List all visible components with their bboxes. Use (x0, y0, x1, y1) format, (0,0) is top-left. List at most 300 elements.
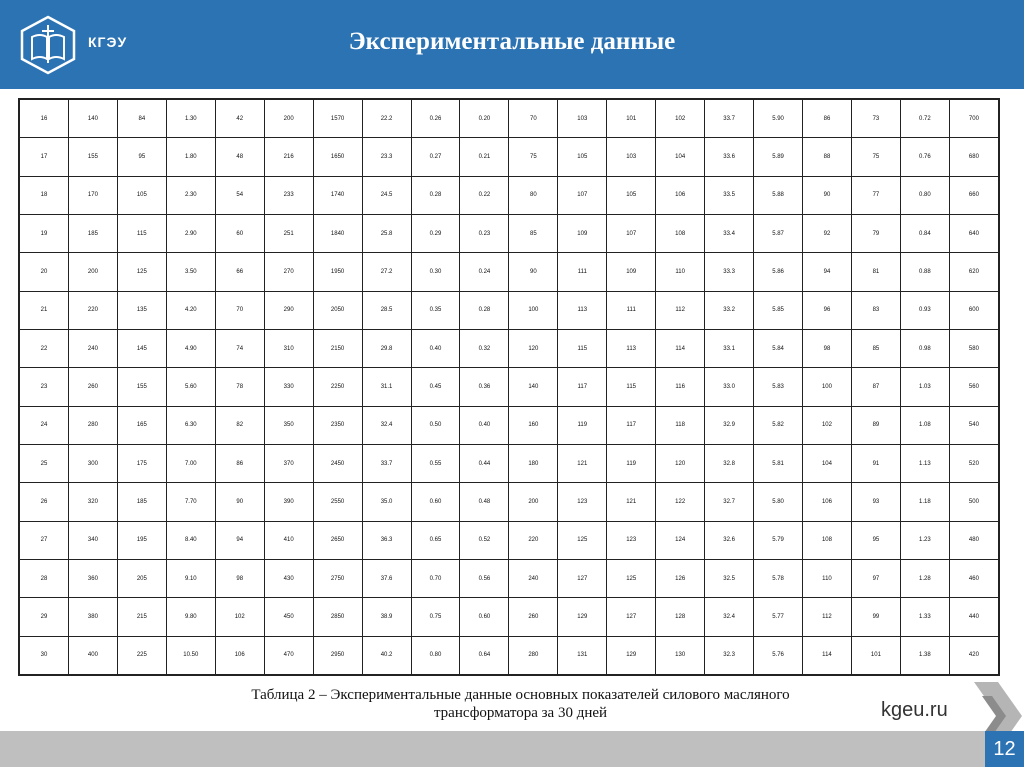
table-cell: 97 (851, 559, 900, 597)
table-cell: 85 (509, 214, 558, 252)
table-cell: 27 (20, 521, 69, 559)
table-cell: 25.8 (362, 214, 411, 252)
table-cell: 5.85 (754, 291, 803, 329)
table-cell: 9.80 (166, 598, 215, 636)
table-cell: 82 (215, 406, 264, 444)
table-cell: 1.13 (900, 444, 949, 482)
table-row (20, 559, 999, 597)
table-cell: 35.0 (362, 483, 411, 521)
table-cell: 390 (264, 483, 313, 521)
table-cell: 100 (509, 291, 558, 329)
table-cell: 5.77 (754, 598, 803, 636)
table-cell: 165 (117, 406, 166, 444)
table-cell: 400 (68, 636, 117, 674)
table-cell: 185 (117, 483, 166, 521)
table-cell: 100 (803, 368, 852, 406)
table-cell: 660 (949, 176, 998, 214)
table-cell: 0.72 (900, 100, 949, 138)
table-cell: 2850 (313, 598, 362, 636)
table-cell: 48 (215, 138, 264, 176)
table-cell: 54 (215, 176, 264, 214)
table-cell: 0.84 (900, 214, 949, 252)
table-cell: 233 (264, 176, 313, 214)
table-cell: 240 (68, 329, 117, 367)
table-cell: 124 (656, 521, 705, 559)
table-cell: 6.30 (166, 406, 215, 444)
table-cell: 94 (215, 521, 264, 559)
table-cell: 89 (851, 406, 900, 444)
table-cell: 27.2 (362, 253, 411, 291)
table-cell: 2650 (313, 521, 362, 559)
table-cell: 1740 (313, 176, 362, 214)
table-cell: 480 (949, 521, 998, 559)
table-cell: 1.23 (900, 521, 949, 559)
table-cell: 86 (215, 444, 264, 482)
table-cell: 33.1 (705, 329, 754, 367)
table-cell: 5.88 (754, 176, 803, 214)
table-cell: 32.5 (705, 559, 754, 597)
table-cell: 33.3 (705, 253, 754, 291)
table-cell: 22 (20, 329, 69, 367)
table-cell: 0.70 (411, 559, 460, 597)
data-table (19, 99, 999, 675)
table-cell: 280 (509, 636, 558, 674)
table-cell: 115 (607, 368, 656, 406)
table-row (20, 598, 999, 636)
table-cell: 36.3 (362, 521, 411, 559)
table-cell: 5.84 (754, 329, 803, 367)
table-cell: 125 (117, 253, 166, 291)
table-cell: 450 (264, 598, 313, 636)
table-cell: 101 (851, 636, 900, 674)
table-cell: 540 (949, 406, 998, 444)
table-cell: 340 (68, 521, 117, 559)
table-cell: 23 (20, 368, 69, 406)
table-cell: 121 (558, 444, 607, 482)
table-cell: 103 (607, 138, 656, 176)
table-cell: 16 (20, 100, 69, 138)
table-cell: 29 (20, 598, 69, 636)
table-cell: 113 (607, 329, 656, 367)
table-cell: 115 (558, 329, 607, 367)
table-cell: 0.45 (411, 368, 460, 406)
table-cell: 580 (949, 329, 998, 367)
table-cell: 240 (509, 559, 558, 597)
table-cell: 127 (558, 559, 607, 597)
table-cell: 106 (215, 636, 264, 674)
table-cell: 1.28 (900, 559, 949, 597)
table-cell: 0.64 (460, 636, 509, 674)
table-cell: 93 (851, 483, 900, 521)
table-cell: 66 (215, 253, 264, 291)
table-cell: 440 (949, 598, 998, 636)
table-cell: 40.2 (362, 636, 411, 674)
table-cell: 300 (68, 444, 117, 482)
table-cell: 140 (68, 100, 117, 138)
table-cell: 26 (20, 483, 69, 521)
table-cell: 24 (20, 406, 69, 444)
table-row (20, 483, 999, 521)
table-cell: 195 (117, 521, 166, 559)
table-cell: 70 (215, 291, 264, 329)
table-cell: 73 (851, 100, 900, 138)
table-row (20, 368, 999, 406)
table-cell: 109 (558, 214, 607, 252)
table-row (20, 138, 999, 176)
table-cell: 216 (264, 138, 313, 176)
table-cell: 360 (68, 559, 117, 597)
table-cell: 155 (117, 368, 166, 406)
table-cell: 95 (851, 521, 900, 559)
table-cell: 101 (607, 100, 656, 138)
table-cell: 129 (558, 598, 607, 636)
table-cell: 0.50 (411, 406, 460, 444)
table-cell: 92 (803, 214, 852, 252)
page-number: 12 (985, 731, 1024, 767)
table-row (20, 253, 999, 291)
table-cell: 111 (607, 291, 656, 329)
table-cell: 102 (803, 406, 852, 444)
table-cell: 0.98 (900, 329, 949, 367)
table-cell: 9.10 (166, 559, 215, 597)
table-cell: 108 (803, 521, 852, 559)
caption-line-1: Таблица 2 – Экспериментальные данные основных показателей силового масляного (251, 687, 790, 703)
table-cell: 107 (558, 176, 607, 214)
table-cell: 700 (949, 100, 998, 138)
table-cell: 128 (656, 598, 705, 636)
table-cell: 33.7 (705, 100, 754, 138)
table-cell: 95 (117, 138, 166, 176)
table-cell: 251 (264, 214, 313, 252)
table-cell: 117 (558, 368, 607, 406)
table-cell: 107 (607, 214, 656, 252)
table-cell: 5.80 (754, 483, 803, 521)
table-cell: 175 (117, 444, 166, 482)
table-cell: 131 (558, 636, 607, 674)
table-cell: 5.81 (754, 444, 803, 482)
table-cell: 123 (607, 521, 656, 559)
table-cell: 126 (656, 559, 705, 597)
table-cell: 410 (264, 521, 313, 559)
data-table-frame (18, 98, 1000, 676)
table-cell: 125 (558, 521, 607, 559)
site-url: kgeu.ru (881, 699, 948, 721)
table-cell: 119 (558, 406, 607, 444)
table-cell: 122 (656, 483, 705, 521)
table-cell: 8.40 (166, 521, 215, 559)
table-cell: 2550 (313, 483, 362, 521)
table-cell: 105 (607, 176, 656, 214)
table-cell: 33.0 (705, 368, 754, 406)
table-cell: 85 (851, 329, 900, 367)
table-cell: 33.6 (705, 138, 754, 176)
table-cell: 2150 (313, 329, 362, 367)
table-cell: 125 (607, 559, 656, 597)
table-cell: 0.56 (460, 559, 509, 597)
table-cell: 120 (509, 329, 558, 367)
table-cell: 2250 (313, 368, 362, 406)
table-row (20, 329, 999, 367)
table-cell: 117 (607, 406, 656, 444)
table-cell: 145 (117, 329, 166, 367)
table-cell: 0.26 (411, 100, 460, 138)
table-cell: 0.48 (460, 483, 509, 521)
table-cell: 38.9 (362, 598, 411, 636)
table-cell: 79 (851, 214, 900, 252)
table-cell: 29.8 (362, 329, 411, 367)
table-cell: 0.28 (411, 176, 460, 214)
table-cell: 90 (803, 176, 852, 214)
table-cell: 2350 (313, 406, 362, 444)
table-cell: 1840 (313, 214, 362, 252)
table-cell: 31.1 (362, 368, 411, 406)
table-cell: 2050 (313, 291, 362, 329)
table-cell: 0.52 (460, 521, 509, 559)
table-cell: 620 (949, 253, 998, 291)
table-row (20, 176, 999, 214)
table-cell: 1.38 (900, 636, 949, 674)
table-cell: 75 (851, 138, 900, 176)
table-cell: 130 (656, 636, 705, 674)
table-cell: 86 (803, 100, 852, 138)
table-cell: 104 (803, 444, 852, 482)
table-cell: 5.82 (754, 406, 803, 444)
table-cell: 2750 (313, 559, 362, 597)
table-cell: 170 (68, 176, 117, 214)
table-cell: 110 (656, 253, 705, 291)
table-cell: 4.90 (166, 329, 215, 367)
table-cell: 200 (509, 483, 558, 521)
table-cell: 103 (558, 100, 607, 138)
table-cell: 1.18 (900, 483, 949, 521)
table-cell: 25 (20, 444, 69, 482)
table-cell: 0.80 (900, 176, 949, 214)
table-row (20, 406, 999, 444)
table-cell: 5.78 (754, 559, 803, 597)
table-cell: 20 (20, 253, 69, 291)
table-cell: 420 (949, 636, 998, 674)
table-cell: 108 (656, 214, 705, 252)
table-row (20, 100, 999, 138)
table-cell: 0.22 (460, 176, 509, 214)
table-cell: 180 (509, 444, 558, 482)
table-cell: 0.80 (411, 636, 460, 674)
table-cell: 42 (215, 100, 264, 138)
table-cell: 106 (656, 176, 705, 214)
table-cell: 105 (117, 176, 166, 214)
table-cell: 310 (264, 329, 313, 367)
table-cell: 102 (656, 100, 705, 138)
table-cell: 116 (656, 368, 705, 406)
table-cell: 91 (851, 444, 900, 482)
table-cell: 102 (215, 598, 264, 636)
table-cell: 33.7 (362, 444, 411, 482)
table-cell: 32.9 (705, 406, 754, 444)
table-cell: 560 (949, 368, 998, 406)
caption-line-2: трансформатора за 30 дней (433, 705, 608, 721)
table-cell: 32.4 (362, 406, 411, 444)
table-row (20, 214, 999, 252)
table-cell: 5.79 (754, 521, 803, 559)
table-cell: 5.87 (754, 214, 803, 252)
table-cell: 155 (68, 138, 117, 176)
table-cell: 88 (803, 138, 852, 176)
table-cell: 140 (509, 368, 558, 406)
table-cell: 5.60 (166, 368, 215, 406)
table-cell: 0.40 (411, 329, 460, 367)
table-cell: 109 (607, 253, 656, 291)
table-cell: 2.30 (166, 176, 215, 214)
table-cell: 87 (851, 368, 900, 406)
table-cell: 5.86 (754, 253, 803, 291)
table-cell: 3.50 (166, 253, 215, 291)
table-cell: 94 (803, 253, 852, 291)
table-cell: 0.55 (411, 444, 460, 482)
table-cell: 0.76 (900, 138, 949, 176)
table-cell: 23.3 (362, 138, 411, 176)
table-cell: 2450 (313, 444, 362, 482)
table-cell: 200 (264, 100, 313, 138)
table-cell: 121 (607, 483, 656, 521)
table-cell: 2.90 (166, 214, 215, 252)
table-cell: 104 (656, 138, 705, 176)
table-cell: 110 (803, 559, 852, 597)
table-cell: 0.44 (460, 444, 509, 482)
table-cell: 0.29 (411, 214, 460, 252)
table-cell: 500 (949, 483, 998, 521)
table-cell: 24.5 (362, 176, 411, 214)
table-cell: 114 (656, 329, 705, 367)
table-cell: 98 (215, 559, 264, 597)
table-cell: 2950 (313, 636, 362, 674)
table-cell: 83 (851, 291, 900, 329)
table-cell: 112 (656, 291, 705, 329)
table-cell: 17 (20, 138, 69, 176)
table-cell: 22.2 (362, 100, 411, 138)
table-cell: 10.50 (166, 636, 215, 674)
table-cell: 320 (68, 483, 117, 521)
table-cell: 0.32 (460, 329, 509, 367)
table-cell: 75 (509, 138, 558, 176)
table-cell: 84 (117, 100, 166, 138)
table-cell: 290 (264, 291, 313, 329)
table-cell: 118 (656, 406, 705, 444)
table-cell: 600 (949, 291, 998, 329)
table-cell: 0.27 (411, 138, 460, 176)
table-caption (168, 686, 873, 722)
table-cell: 32.7 (705, 483, 754, 521)
table-cell: 32.6 (705, 521, 754, 559)
table-cell: 1570 (313, 100, 362, 138)
table-cell: 0.36 (460, 368, 509, 406)
table-cell: 470 (264, 636, 313, 674)
logo-text: КГЭУ (88, 34, 128, 50)
table-cell: 37.6 (362, 559, 411, 597)
table-cell: 0.60 (411, 483, 460, 521)
footer-bar (0, 731, 1024, 767)
table-cell: 32.8 (705, 444, 754, 482)
table-cell: 7.70 (166, 483, 215, 521)
table-cell: 0.28 (460, 291, 509, 329)
header-bar (0, 0, 1024, 89)
table-cell: 0.23 (460, 214, 509, 252)
table-cell: 90 (215, 483, 264, 521)
table-cell: 260 (68, 368, 117, 406)
table-cell: 33.2 (705, 291, 754, 329)
table-cell: 96 (803, 291, 852, 329)
table-cell: 5.89 (754, 138, 803, 176)
table-cell: 32.3 (705, 636, 754, 674)
table-cell: 0.20 (460, 100, 509, 138)
table-cell: 127 (607, 598, 656, 636)
table-cell: 1950 (313, 253, 362, 291)
table-cell: 106 (803, 483, 852, 521)
table-cell: 70 (509, 100, 558, 138)
table-cell: 0.65 (411, 521, 460, 559)
page-title: Экспериментальные данные (348, 28, 676, 55)
table-cell: 135 (117, 291, 166, 329)
table-cell: 90 (509, 253, 558, 291)
table-cell: 640 (949, 214, 998, 252)
table-cell: 1.80 (166, 138, 215, 176)
table-cell: 5.90 (754, 100, 803, 138)
table-cell: 0.75 (411, 598, 460, 636)
table-cell: 33.4 (705, 214, 754, 252)
table-row (20, 444, 999, 482)
table-cell: 220 (509, 521, 558, 559)
table-row (20, 521, 999, 559)
table-cell: 119 (607, 444, 656, 482)
table-cell: 280 (68, 406, 117, 444)
table-cell: 380 (68, 598, 117, 636)
table-cell: 28.5 (362, 291, 411, 329)
table-cell: 105 (558, 138, 607, 176)
table-cell: 113 (558, 291, 607, 329)
table-cell: 4.20 (166, 291, 215, 329)
table-cell: 77 (851, 176, 900, 214)
table-cell: 680 (949, 138, 998, 176)
table-cell: 520 (949, 444, 998, 482)
table-row (20, 636, 999, 674)
table-cell: 99 (851, 598, 900, 636)
table-cell: 220 (68, 291, 117, 329)
table-cell: 112 (803, 598, 852, 636)
table-cell: 18 (20, 176, 69, 214)
table-cell: 115 (117, 214, 166, 252)
table-cell: 1.03 (900, 368, 949, 406)
table-cell: 0.88 (900, 253, 949, 291)
table-cell: 260 (509, 598, 558, 636)
table-cell: 370 (264, 444, 313, 482)
table-cell: 0.24 (460, 253, 509, 291)
table-cell: 0.93 (900, 291, 949, 329)
table-cell: 0.30 (411, 253, 460, 291)
table-cell: 60 (215, 214, 264, 252)
table-cell: 0.40 (460, 406, 509, 444)
table-cell: 80 (509, 176, 558, 214)
table-cell: 5.76 (754, 636, 803, 674)
table-cell: 78 (215, 368, 264, 406)
table-cell: 1.30 (166, 100, 215, 138)
table-cell: 1.33 (900, 598, 949, 636)
table-cell: 1650 (313, 138, 362, 176)
table-cell: 5.83 (754, 368, 803, 406)
table-cell: 205 (117, 559, 166, 597)
table-cell: 270 (264, 253, 313, 291)
table-cell: 81 (851, 253, 900, 291)
table-cell: 129 (607, 636, 656, 674)
table-cell: 215 (117, 598, 166, 636)
